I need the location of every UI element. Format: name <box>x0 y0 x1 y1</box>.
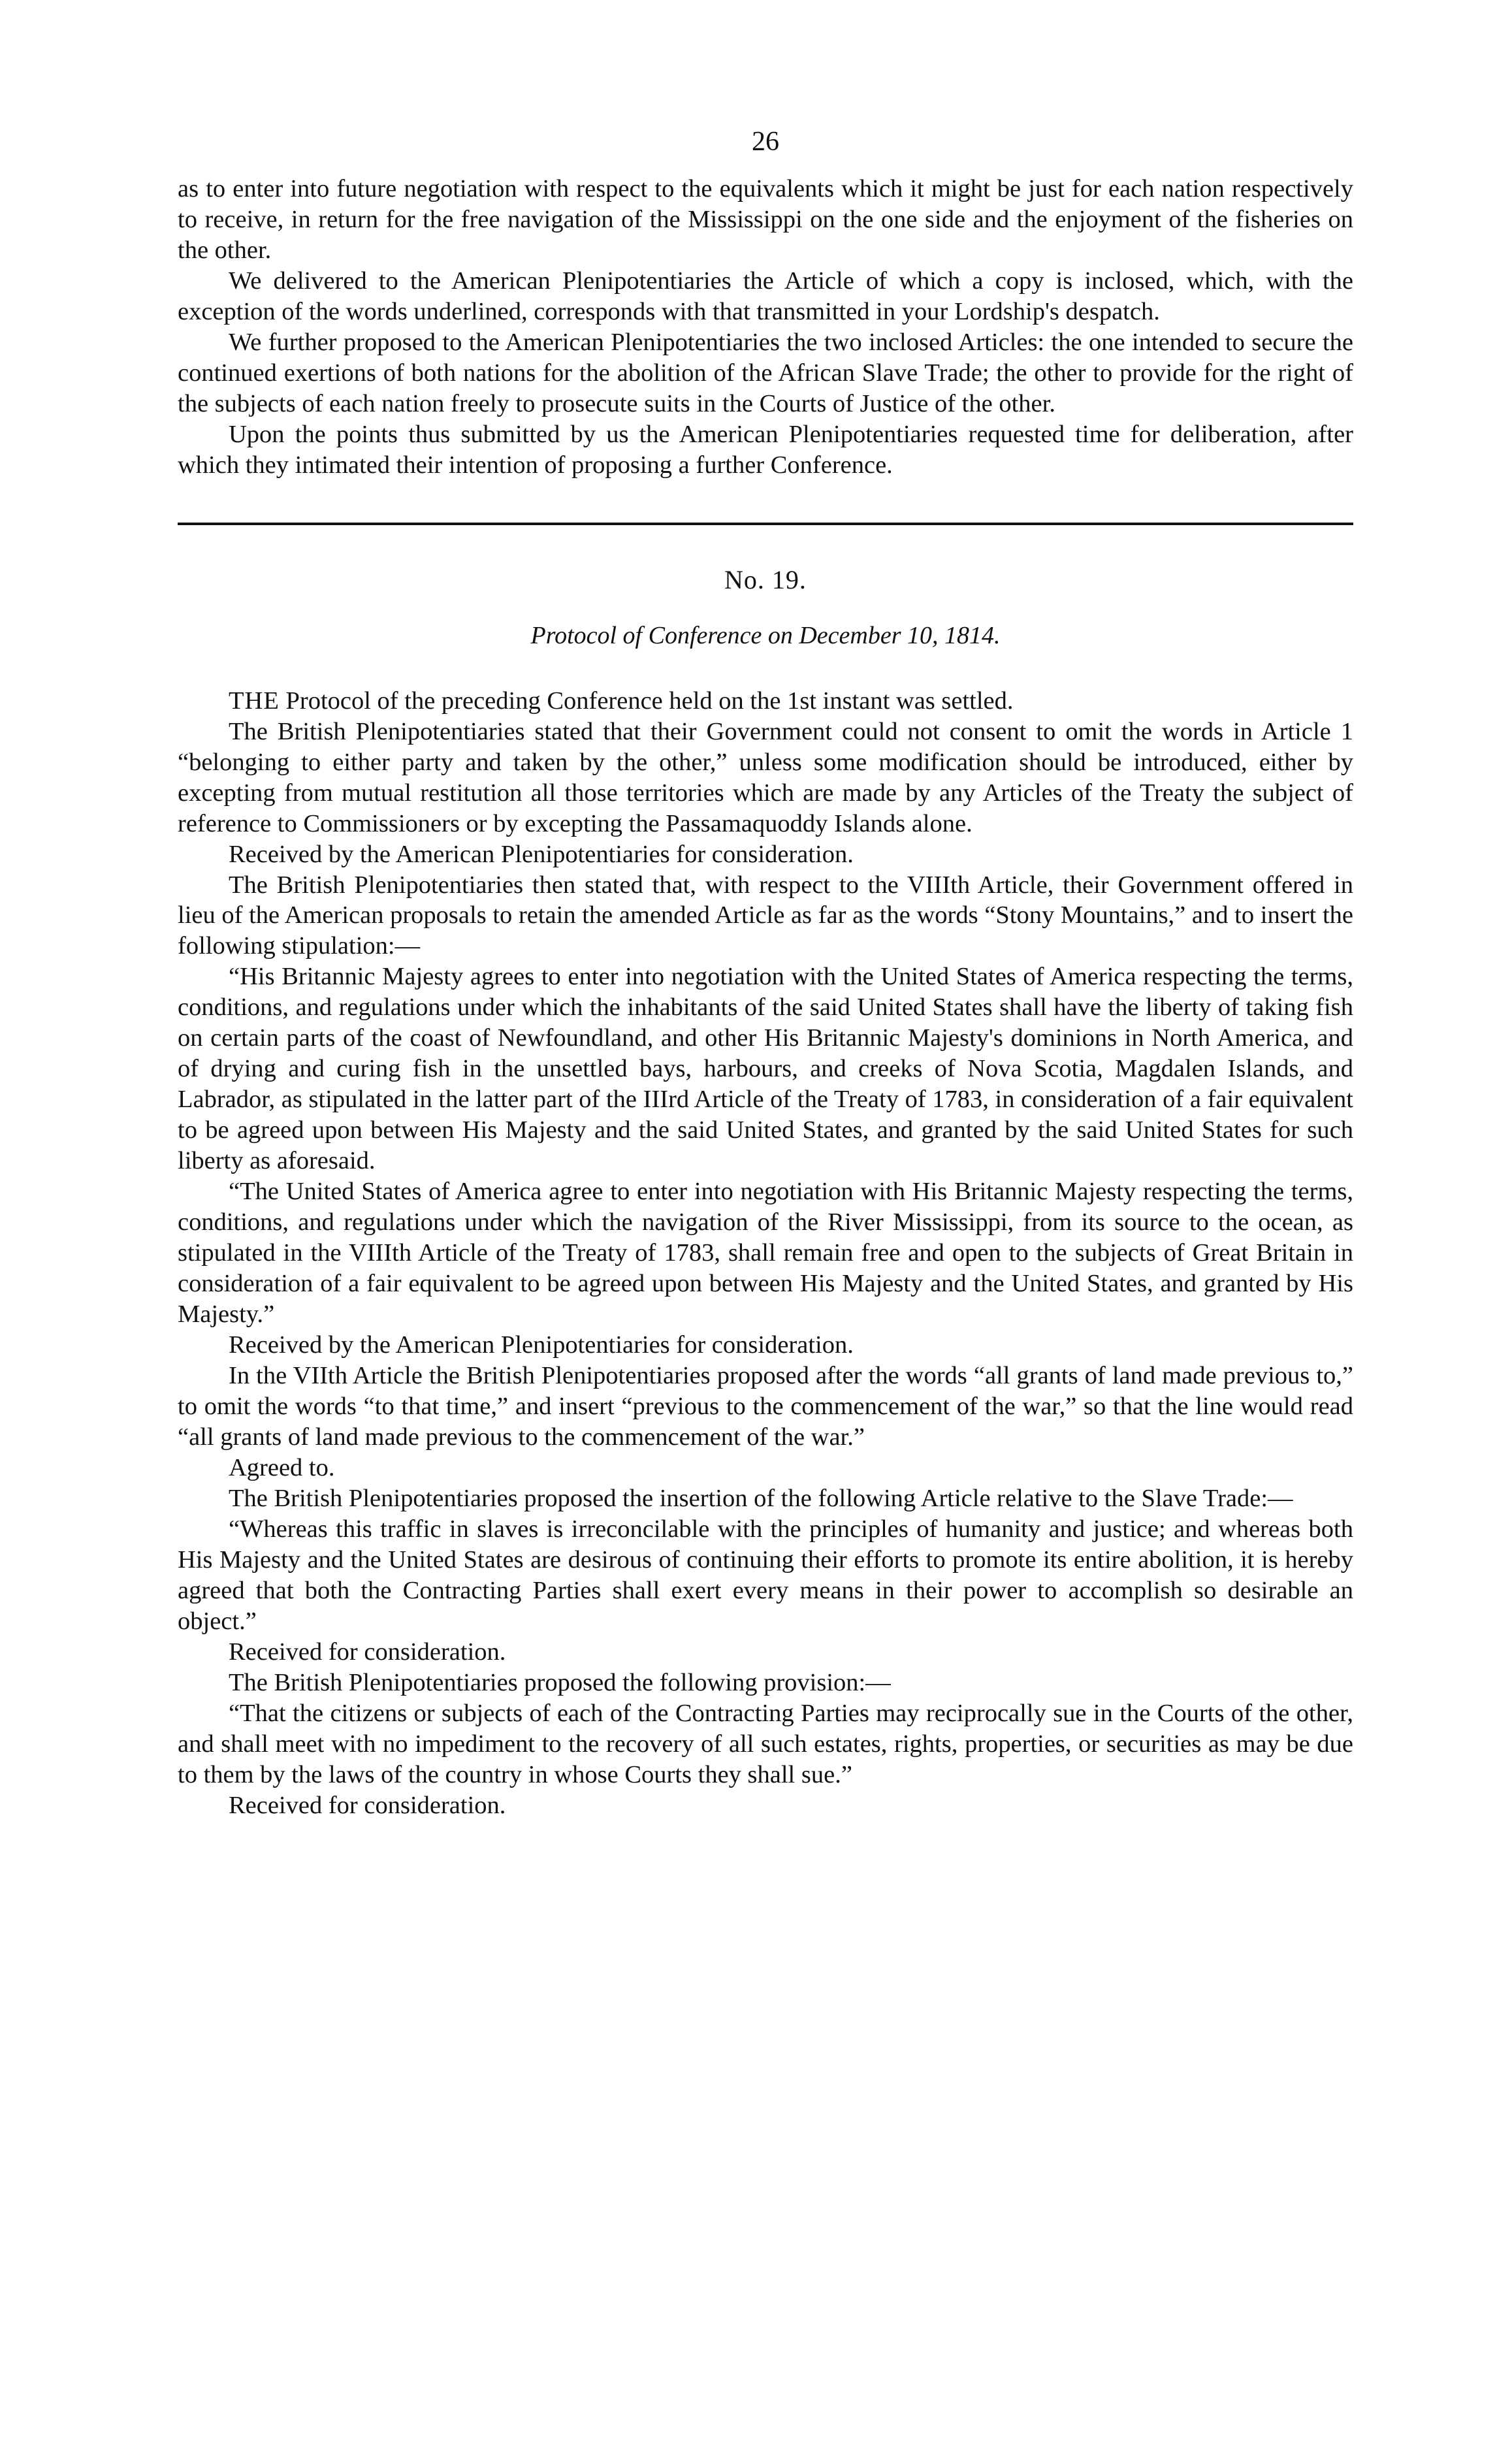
body-paragraph-2: The British Plenipotentiaries stated that their Government could not consent to omit the words in Article 1 “belonging to either party and taken by the other,” unless some modification should be introduced, either by excepting from mutual restitution all those territories which are made by any Articles of the Treaty the subject of reference to Commissioners or by excepting the Passamaquoddy Islands alone. <box>178 717 1353 837</box>
body-paragraph-15: Received for consideration. <box>229 1791 506 1819</box>
section-number: No. 19. <box>724 564 807 594</box>
section-divider <box>178 523 1353 525</box>
body-paragraph-11: “Whereas this traffic in slaves is irreconcilable with the principles of humanity and justice; and whereas both His Majesty and the United States are desirous of continuing their efforts to promote its entire abolition, it is hereby agreed that both the Contracting Parties shall exert every means in their power to accomplish so desirable an object.” <box>178 1515 1353 1635</box>
section-title: Protocol of Conference on December 10, 1814. <box>530 621 1001 649</box>
body-paragraph-12: Received for consideration. <box>229 1638 506 1666</box>
body-paragraph-13: The British Plenipotentiaries proposed the following provision:— <box>229 1668 891 1696</box>
body-paragraph-1-lead: THE <box>229 686 280 715</box>
body-paragraph-5: “His Britannic Majesty agrees to enter into negotiation with the United States of America respecting the terms, conditions, and regulations under which the inhabitants of the said United States shall have the liberty of taking fish on certain parts of the coast of Newfoundland, and other His Britannic Majesty's dominions in North America, and of drying and curing fish in the unsettled bays, harbours, and creeks of Nova Scotia, Magdalen Islands, and Labrador, as stipulated in the latter part of the IIIrd Article of the Treaty of 1783, in consideration of a fair equivalent to be agreed upon between His Majesty and the said United States, and granted by the said United States for such liberty as aforesaid. <box>178 963 1353 1175</box>
body-paragraph-10: The British Plenipotentiaries proposed the insertion of the following Article relative to the Slave Trade:— <box>229 1484 1293 1512</box>
body-paragraph-6: “The United States of America agree to enter into negotiation with His Britannic Majesty respecting the terms, conditions, and regulations under which the navigation of the River Mississippi, from its source to the ocean, as stipulated in the VIIIth Article of the Treaty of 1783, shall remain free and open to the subjects of Great Britain in consideration of a fair equivalent to be agreed upon between His Majesty and the United States, and granted by His Majesty.” <box>178 1178 1353 1329</box>
body-paragraph-9: Agreed to. <box>229 1453 335 1481</box>
body-paragraph-14: “That the citizens or subjects of each of the Contracting Parties may reciprocally sue in the Courts of the other, and shall meet with no impediment to the recovery of all such estates, rights, properties, or securities as may be due to them by the laws of the country in whose Courts they shall sue.” <box>178 1699 1353 1788</box>
page-number: 26 <box>752 127 779 157</box>
body-paragraph-1-text: Protocol of the preceding Conference held on the 1st instant was settled. <box>279 686 1014 715</box>
intro-paragraph-1: as to enter into future negotiation with respect to the equivalents which it might be just for each nation respectively to receive, in return for the free navigation of the Mississippi on the one side and the enjoyment of the fisheries on the other. <box>178 175 1353 264</box>
body-paragraph-8: In the VIIth Article the British Plenipotentiaries proposed after the words “all grants of land made previous to,” to omit the words “to that time,” and insert “previous to the commencement of the war,” so that the line would read “all grants of land made previous to the commencement of the war.” <box>178 1362 1353 1451</box>
body-paragraph-7: Received by the American Plenipotentiaries for consideration. <box>229 1331 854 1359</box>
body-paragraph-3: Received by the American Plenipotentiaries for consideration. <box>229 840 854 868</box>
body-paragraph-4: The British Plenipotentiaries then stated that, with respect to the VIIIth Article, their Government offered in lieu of the American proposals to retain the amended Article as far as the words “Stony Mountains,” and to insert the following stipulation:— <box>178 871 1353 960</box>
intro-paragraph-4: Upon the points thus submitted by us the American Plenipotentiaries requested time for deliberation, after which they intimated their intention of proposing a further Conference. <box>178 420 1353 479</box>
body-paragraph-1 <box>178 686 1353 717</box>
intro-paragraph-2: We delivered to the American Plenipotentiaries the Article of which a copy is inclosed, which, with the exception of the words underlined, corresponds with that transmitted in your Lordship's despatch. <box>178 266 1353 325</box>
document-page <box>178 128 1353 1821</box>
intro-paragraph-3: We further proposed to the American Plenipotentiaries the two inclosed Articles: the one intended to secure the continued exertions of both nations for the abolition of the African Slave Trade; the other to provide for the right of the subjects of each nation freely to prosecute suits in the Courts of Justice of the other. <box>178 328 1353 417</box>
